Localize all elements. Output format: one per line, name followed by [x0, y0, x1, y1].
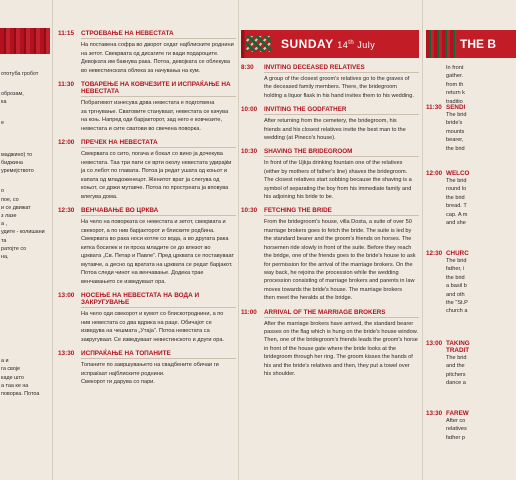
entry-description: A group of the closest groom's relatives go to the graves of the deceased family members. There, the bridegroom holding a liquor flask in his hand invites them to his wedding. [264, 76, 414, 99]
entry-title: ПРЕЧЕК НА НЕВЕСТАТА [81, 139, 236, 148]
entry-title: CHURC [446, 250, 469, 257]
entry-time: 13:00 [426, 340, 443, 347]
entry-header [241, 309, 419, 318]
entry-description: The brid and the pitchers dance a [446, 355, 467, 387]
entry-time: 12:30 [58, 207, 75, 214]
sunday-schedule-column [241, 30, 419, 384]
entry-header [58, 207, 236, 216]
schedule-entry [241, 106, 419, 142]
sunday-banner [241, 30, 419, 58]
macedonian-schedule-column [58, 30, 236, 393]
entry-description: The brid round lo the brid bread. T cap. A m and she [446, 178, 468, 227]
left-text-line [0, 127, 50, 139]
entry-time: 12:00 [58, 139, 75, 146]
left-partial-text [0, 70, 50, 398]
left-text-line [0, 309, 50, 321]
left-text-line: з лазе [1, 213, 17, 220]
left-decorative-banner [0, 28, 50, 54]
left-text-line: ка [1, 99, 7, 106]
entry-header [241, 64, 419, 73]
entry-description: After co relatives father p [446, 418, 467, 441]
entry-description: From the bridegroom's house, villa Dosta, a suite of over 50 marriage brokers goes to fetch the bride. The suite is led by the standard bearer and the groom's friends on horses. The horsemen ride slowly in front of the suite. Before they reach the bridge, one of the friends goes to the bride's house to ask for permission for the arrival of the marriage brokers. On the way back, he rejoins the procession while the wedding procession consisting of marriage brokers and parents in law moves towards the bride's house. The marriage brokers then meet the heralds at the bridge. [264, 219, 416, 302]
entry-title: TAKING [446, 340, 470, 347]
left-text-line [0, 321, 50, 333]
left-text-line [0, 333, 50, 345]
left-text-line: поворка. Потоа [1, 391, 40, 398]
left-text-line: уремејството [1, 168, 34, 175]
left-text-line: пое, со [1, 196, 19, 203]
left-text-line [0, 107, 50, 119]
entry-header [426, 340, 506, 347]
entry-time: 13:30 [58, 350, 75, 357]
entry-time: 11:30 [426, 104, 442, 111]
entry-title: SENDI [446, 104, 466, 111]
left-text-line [0, 78, 50, 90]
left-text-line: а таа ке на [1, 382, 29, 389]
left-text-line: ратојте со [1, 245, 27, 252]
left-text-line: о [1, 188, 4, 195]
entry-description: After the marriage brokers have arrived, the standard bearer passes on the flag which is hung on the bride's house window. Then, one of the bridegroom's friends leads the groom's horse in front of the house gate where the bride looks at the bridegroom through her ring. The groom kisses the hands of his and the bride's relatives and then, they put a towel over his shoulder. [264, 320, 419, 377]
left-text-line: маджино) то [1, 151, 33, 158]
entry-title: ARRIVAL OF THE MARRIAGE BROKERS [264, 309, 419, 318]
entry-title: ИСПРАЌАЊЕ НА ТОПАНИТЕ [81, 350, 236, 359]
schedule-entry [58, 139, 236, 201]
entry-time: 11:00 [241, 308, 257, 316]
left-text-line [0, 273, 50, 285]
entry-description: Свекрвата со сито, погача и бокал со вино ја дочекува невестата. Таа три пати се врти околу невестата удирајќи ја со лебот по главата. Потоа ја редат ушата од коњот и капата од младоженецот. Женитот врат ја слегува од коњот, се држи мутавче. Потоа по простреата ја вповува влегува дома. [81, 151, 232, 200]
entry-description: After returning from the cemetery, the bridegroom, his friends and his closest relatives invite the best man to the wedding (at Pineco's house). [264, 118, 406, 142]
entry-time: 11:30 [58, 81, 74, 88]
left-text-line [0, 261, 50, 273]
entry-title: СТРОЕВАЊЕ НА НЕВЕСТАТА [81, 30, 236, 39]
entry-header [58, 30, 236, 39]
entry-header [426, 170, 506, 177]
left-text-line [0, 139, 50, 151]
entry-time: 12:00 [426, 170, 443, 177]
entry-title: ТОВАРЕЊЕ НА КОВЧЕЗИТЕ И ИСПРАЌАЊЕ НА НЕВЕСТАТА [81, 81, 236, 97]
entry-description: Побратимот изнесува дрва невестата е подготвена за тргнување. Сватовите стануваат, невестата се качува на коњ. Напред оди барјакторот, зад него е ковчезите, невестата и сите сватови во свечена поворка. [81, 100, 229, 132]
left-text-line: и се движат [1, 204, 31, 211]
page-fold [238, 0, 239, 480]
entry-title: INVITING THE GODFATHER [264, 106, 419, 115]
entry-header [426, 250, 506, 257]
entry-time: 8:30 [241, 64, 254, 71]
entry-header [426, 410, 506, 417]
schedule-entry [241, 148, 419, 201]
right-banner: THE B [456, 30, 516, 58]
entry-description: In front gather. from th return k traditio [446, 65, 465, 105]
entry-title: WELCO [446, 170, 470, 177]
schedule-entry [58, 350, 236, 387]
entry-header [241, 207, 419, 216]
left-text-line: на, [1, 254, 9, 261]
entry-title: НОСЕЊЕ НА НЕВЕСТАТА НА ВОДА И ЗАКРУГУВАЊЕ [81, 292, 236, 308]
left-text-line: кадe што [1, 374, 24, 381]
entry-time: 10:00 [241, 106, 258, 114]
schedule-entry [58, 292, 236, 344]
schedule-entry-partial [426, 250, 506, 316]
left-text-line: е [1, 119, 4, 126]
entry-header [58, 292, 236, 308]
right-partial-column [424, 0, 496, 480]
entry-header [58, 350, 236, 359]
entry-title: FETCHING THE BRIDE [264, 207, 419, 216]
entry-header [241, 106, 419, 115]
day-heading: SUNDAY 14th July [281, 37, 376, 51]
left-text-line: а и [1, 358, 9, 365]
left-text-line: а , [1, 221, 7, 228]
schedule-entry-partial [426, 410, 506, 442]
left-text-line: оброзам, [1, 91, 24, 98]
entry-description: На чело на поворката се невестата и зетот, свекрвата и свекорот, а по нив барјакторот и блиските родбина. Свекрвата во рака носи котле со вода, а во другата рака китка босилек и ги прска младите се до влезот во црквата „Св. Петар и Павле“. Пред црквата се поставуваат мутавче, а десно од вратата на црквата се редат барјакот. Потоа следи чинот на венчавање. Додека трае венчавањето се изведуваат ора. [81, 219, 235, 285]
left-text-line [0, 345, 50, 357]
schedule-entry [58, 30, 236, 75]
entry-title: ВЕНЧАВАЊЕ ВО ЦРКВА [81, 207, 236, 216]
entry-description: The brid father, i the brid a basil b and oth the "St.P church a [446, 258, 468, 315]
schedule-entry-partial [426, 64, 506, 106]
left-partial-column [0, 0, 50, 480]
entry-time: 10:30 [241, 148, 258, 156]
entry-description: The brid bride's mounts bearer, the brid [446, 112, 467, 152]
left-text-line [0, 285, 50, 297]
page-fold [422, 0, 423, 480]
entry-header [58, 139, 236, 148]
schedule-entry [58, 81, 236, 133]
schedule-entry [241, 64, 419, 100]
entry-header [426, 347, 506, 354]
sunday-entries [241, 64, 419, 378]
entry-time: 12:30 [426, 250, 443, 257]
schedule-entry [58, 207, 236, 286]
entry-description: На поставена софра во дворот седат најблиските роднини на зетот. Свекрвата од дисагите ги вади подароците. Девојката им бакнува рака. Потоа, девојката се облекува во невестинската облека за начувања на кум. [81, 42, 234, 74]
entry-description: На чело оди свекорот и кумот со блискотроднини, а по нив невестата со два вдрика на раце. Обичајот се изведува на чешмата „Утаја“. Потоа невестата са закругуваат. Се изведуваат невестинското и други ора. [81, 311, 224, 343]
schedule-entry-partial [426, 104, 506, 153]
entry-title: FAREW [446, 410, 469, 417]
schedule-entry-partial [426, 340, 506, 388]
entry-title: TRADIT [446, 347, 470, 354]
embroidery-pattern [245, 36, 271, 52]
left-text-line: ототуба гробот [1, 71, 39, 77]
entry-time: 11:15 [58, 30, 74, 37]
entry-header [426, 104, 506, 111]
entry-header [241, 148, 419, 157]
schedule-entry [241, 207, 419, 302]
page-fold [52, 0, 53, 480]
entry-title: SHAVING THE BRIDEGROOM [264, 148, 419, 157]
entry-description: In front of the Ujkja drinking fountain one of the relatives (either by mothers of father's line) shaves the bridegroom. The closest relatives start sobbing because the shaving is a symbol of separating the boy from his immediate family and his adjoining his bride to be. [264, 160, 412, 201]
entry-description: Топаните по завршувањето на свадбените обичаи ги испраќаат најблиските роднини. Свекорот ги дарува со пари. [81, 362, 219, 385]
entry-header [58, 81, 236, 97]
schedule-entry [241, 309, 419, 379]
entry-time: 13:30 [426, 410, 443, 417]
left-text-line: удите - колишани [1, 229, 45, 236]
left-text-line: та [1, 237, 7, 244]
left-text-line: га своје [1, 366, 21, 373]
left-text-line [0, 297, 50, 309]
left-text-line: биджина [1, 160, 23, 167]
entry-title: INVITING DECEASED RELATIVES [264, 64, 419, 73]
left-text-line [0, 175, 50, 187]
entry-time: 10:30 [241, 207, 258, 215]
entry-time: 13:00 [58, 292, 75, 299]
schedule-entry-partial [426, 170, 506, 227]
